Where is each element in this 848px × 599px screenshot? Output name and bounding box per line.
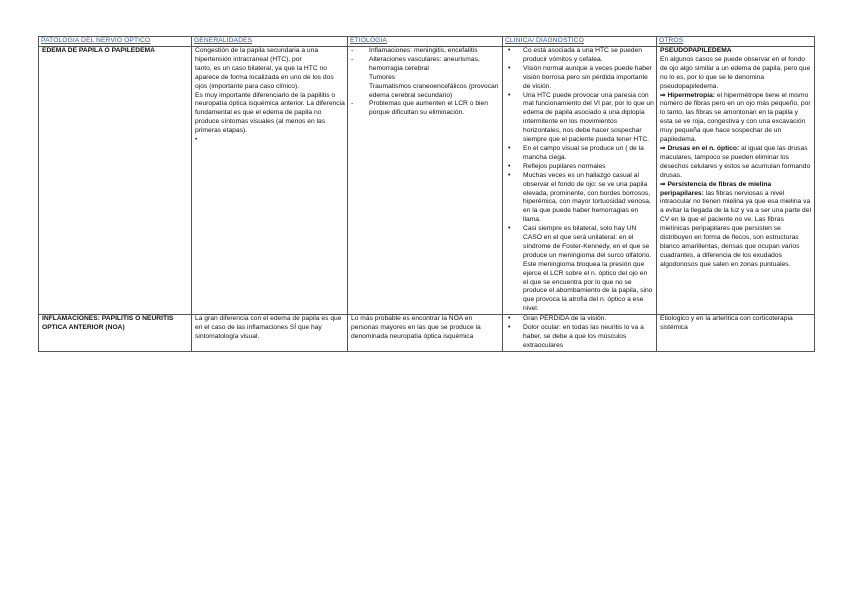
text-paragraph: En algunos casos se puede observar en el fondo de ojo algo similar a un edema de papila, pero que no lo es, por lo que se le denomina pseudopapiledema. [660, 55, 811, 90]
clinica-cell [503, 47, 657, 315]
arrow-icon: ⇒ [660, 91, 666, 99]
pathology-table [38, 36, 815, 352]
list-item: • Co está asociada a una HTC se pueden producir vómitos y cefalea. [506, 47, 654, 65]
section-title: PSEUDOPAPILEDEMA [660, 47, 732, 54]
header-otros: OTROS [657, 37, 815, 47]
bullet-mark: • [195, 136, 198, 144]
etiologia-cell [348, 47, 503, 315]
clinica-cell [503, 315, 657, 352]
header-row [39, 37, 815, 47]
table-row [39, 47, 815, 315]
text-paragraph: Congestión de la papila secundaria a una hipertensión intracraneal (HTC), por [195, 47, 319, 63]
text-paragraph: ⇒ Hipermetropía: el hipermétrope tiene el mismo número de fibras pero en un ojo más pequeño, por lo tanto, las fibras se amontonan en la papila y esta se ve roja, congestiva y con una excavación muy pequeña que hace sospechar de un papiledema. [660, 91, 811, 144]
otros-cell: Etiologico y en la arteritica con corticoterapia sistémica [657, 315, 815, 352]
list-item: - Inflamaciones: meningitis, encefalitis [351, 47, 478, 54]
text-paragraph: ⇒ Persistencia de fibras de mielina peripapilares: las fibras nerviosas a nivel intraocular no tienen mielina ya que esa mielina va a evitar la llegada de la luz y va a ser una parte del CV en la que el paciente no ve. Las fibras mielínicas peripapilares que persisten se distribuyen en forma de flecos, son estructuras blanco amarillentas, densas que ocupan varios cuadrantes, a diferencia de los exudados algodonosos que salen en zonas puntuales. [660, 180, 811, 268]
text-paragraph: Es muy importante diferenciarlo de la papilitis o neuropatía óptica isquémica anterior. La diferencia fundamental es que el edema de papila no produce síntomas visuales (al menos en las primeras etapas). [195, 91, 345, 135]
header-etiologia: ETIOLOGIA [348, 37, 503, 47]
table-row [39, 315, 815, 352]
list-item: Tumores [369, 73, 396, 81]
generalidades-cell [192, 47, 348, 315]
list-item: • En el campo visual se produce un ( de la mancha ciega. [506, 145, 654, 163]
arrow-icon: ⇒ [660, 180, 666, 188]
list-item: - Alteraciones vasculares: aneurismas, hemorragia cerebral [351, 55, 480, 72]
list-item: Traumatismos craneoencefálicos (provocan edema cerebral secundario) [369, 82, 499, 99]
list-item: • Una HTC puede provocar una paresia con mal funcionamiento del VI par, por lo que un edema de papila asociado a una diplopia intermitente en los movimientos horizontales, nos debe hacer sospechar siempre que el paciente pueda tener HTC. [506, 92, 654, 145]
etiologia-cell: Lo más probable es encontrar la NOA en personas mayores en las que se produce la denominada neuropatía óptica isquémica [348, 315, 503, 352]
arrow-icon: ⇒ [660, 144, 666, 152]
list-item: - Problemas que aumenten el LCR o bien porque dificultan su eliminación. [351, 100, 488, 117]
otros-cell [657, 47, 815, 315]
row-title: EDEMA DE PAPILA O PAPILEDEMA [39, 47, 192, 315]
list-item: • Muchas veces es un hallazgo casual al observar el fondo de ojo: se ve una papila elevada, prominente, con bordes borrosos, hiperémica, con mayor tortuosidad venosa, en la que puede haber hemorragias en llama. [506, 172, 654, 225]
list-item: • Gran PERDIDA de la visión. [506, 315, 654, 324]
list-item: • Dolor ocular: en todas las neuritis lo va a haber, se debe a que los músculos extraoculares [506, 324, 654, 351]
list-item: • Reflejos pupilares normales [506, 163, 654, 172]
row-title: INFLAMACIONES: PAPILITIS O NEURITIS OPTICA ANTERIOR (NOA) [39, 315, 192, 352]
list-item: • Casi siempre es bilateral, solo hay UN CASO en el que será unilateral: en el síndrome de Foster-Kennedy, en el que se produce un meningioma del surco olfatorio. Este meningioma bloquea la presión que ejerce el LCR sobre el n. óptico del ojo en el que se encuentra por lo que no se produce el abombamiento de la papila, sino que provoca la atrofia del n. óptico a ese nivel. [506, 225, 654, 314]
header-clinica: CLINICA/ DIAGNOSTICO [503, 37, 657, 47]
text-paragraph: ⇒ Drusas en el n. óptico: al igual que las drusas maculares, tampoco se pueden eliminar los desechos celulares y estos se acumulan formando drusas. [660, 144, 811, 179]
list-item: • Visión normal aunque a veces puede haber visión borrosa pero sin pérdida importante de visión. [506, 65, 654, 92]
header-patologia: PATOLOGIA DEL NERVIO OPTICO [39, 37, 192, 47]
header-generalidades: GENERALIDADES [192, 37, 348, 47]
text-paragraph: tanto, es un caso bilateral, ya que la HTC no aparece de forma localizada en uno de los dos ojos (importante para caso clínico). [195, 64, 334, 90]
generalidades-cell: La gran diferencia con el edema de papila es que en el caso de las inflamaciones SÍ que hay sintomatología visual. [192, 315, 348, 352]
